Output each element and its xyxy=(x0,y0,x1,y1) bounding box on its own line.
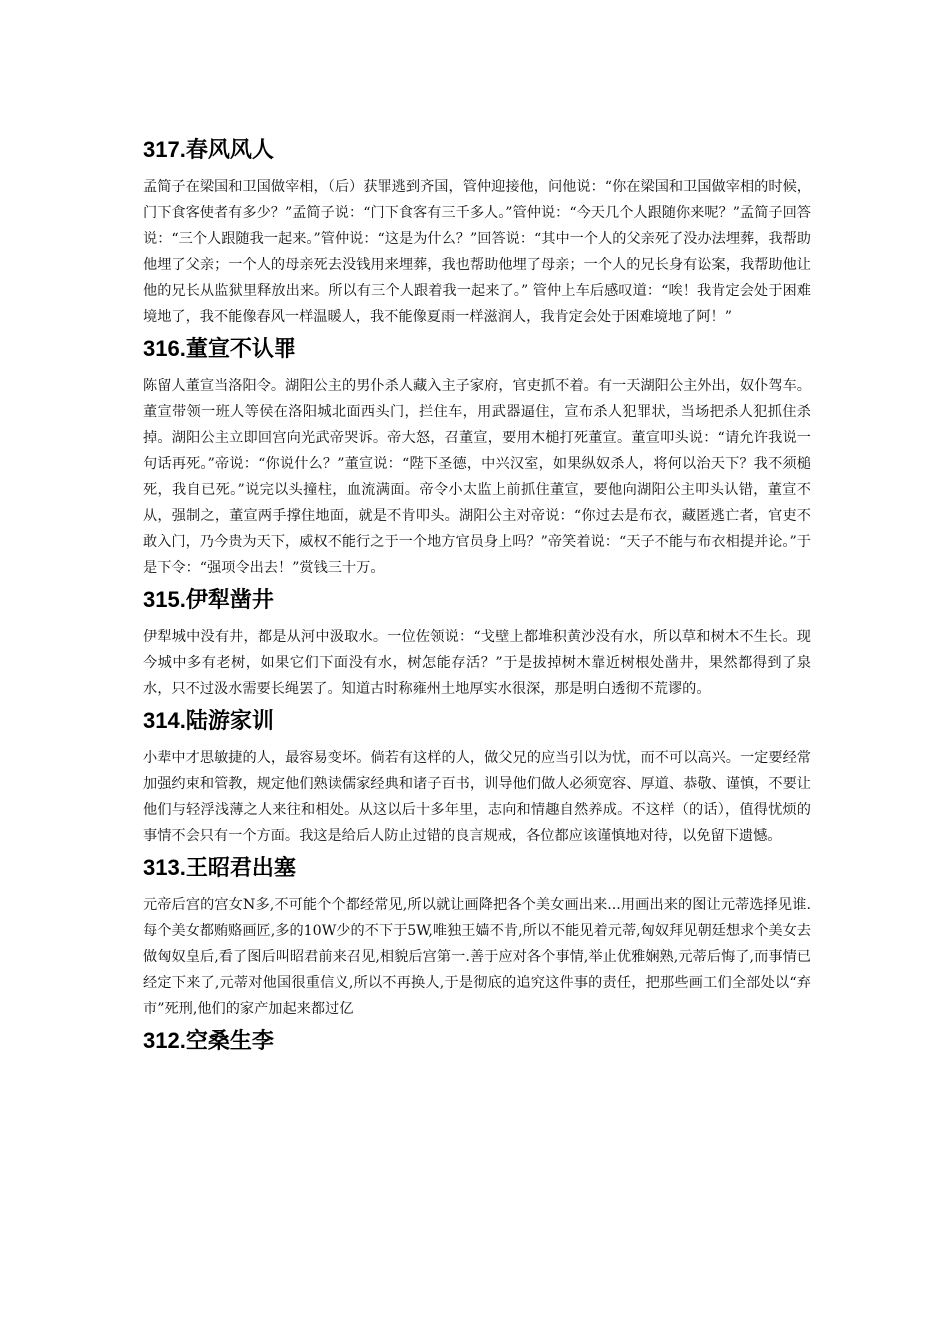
section-heading: 陆游家训 xyxy=(185,709,274,734)
section-number: 315. xyxy=(143,587,186,612)
section-315 xyxy=(143,583,811,702)
section-title xyxy=(143,583,811,618)
section-heading: 春风风人 xyxy=(185,138,274,163)
section-312 xyxy=(143,1024,811,1059)
section-313 xyxy=(143,851,811,1022)
section-316 xyxy=(143,332,811,581)
section-title xyxy=(143,1024,811,1059)
section-title xyxy=(143,851,811,886)
section-number: 314. xyxy=(143,708,186,733)
section-heading: 伊犁凿井 xyxy=(185,588,274,613)
section-title xyxy=(143,704,811,739)
section-number: 312. xyxy=(143,1028,186,1053)
section-paragraph: 元帝后宫的宫女N多,不可能个个都经常见,所以就让画降把各个美女画出来...用画出来的图让元蒂选择见谁.每个美女都贿赂画匠,多的10W少的不下于5W,唯独王嫱不肯,所以不能见着元蒂,匈奴拜见朝廷想求个美女去做匈奴皇后,看了图后叫昭君前来召见,相貌后宫第一.善于应对各个事情,举止优雅娴熟,元蒂后悔了,而事情已经定下来了,元蒂对他国很重信义,所以不再换人,于是彻底的追究这件事的责任，把那些画工们全部处以“弃市”死刑,他们的家产加起来都过亿 xyxy=(143,897,811,1017)
section-number: 317. xyxy=(143,137,186,162)
section-317 xyxy=(143,133,811,330)
section-heading: 王昭君出塞 xyxy=(185,856,296,881)
document-page xyxy=(143,133,811,1065)
section-paragraph: 孟简子在梁国和卫国做宰相，（后）获罪逃到齐国，管仲迎接他，问他说：“你在梁国和卫国做宰相的时候，门下食客使者有多少？”孟简子说：“门下食客有三千多人。”管仲说：“今天几个人跟随你来呢？”孟简子回答说：“三个人跟随我一起来。”管仲说：“这是为什么？”回答说：“其中一个人的父亲死了没办法埋葬，我帮助他埋了父亲；一个人的母亲死去没钱用来埋葬，我也帮助他埋了母亲；一个人的兄长身有讼案，我帮助他让他的兄长从监狱里释放出来。所以有三个人跟着我一起来了。” 管仲上车后感叹道：“唉！我肯定会处于困难境地了，我不能像春风一样温暖人，我不能像夏雨一样滋润人，我肯定会处于困难境地了阿！” xyxy=(143,179,811,325)
section-paragraph: 陈留人董宣当洛阳令。湖阳公主的男仆杀人藏入主子家府，官吏抓不着。有一天湖阳公主外出，奴仆驾车。董宣带领一班人等侯在洛阳城北面西头门，拦住车，用武器逼住，宣布杀人犯罪状，当场把杀人犯抓住杀掉。湖阳公主立即回宫向光武帝哭诉。帝大怒，召董宣，要用木槌打死董宣。董宣叩头说：“请允许我说一句话再死。”帝说：“你说什么？”董宣说：“陛下圣德，中兴汉室，如果纵奴杀人，将何以治天下？我不须槌死，我自已死。”说完以头撞柱，血流满面。帝令小太监上前抓住董宣，要他向湖阳公主叩头认错，董宣不从，强制之，董宣两手撑住地面，就是不肯叩头。湖阳公主对帝说：“你过去是布衣，藏匿逃亡者，官吏不敢入门，乃今贵为天下，威权不能行之于一个地方官员身上吗？”帝笑着说：“天子不能与布衣相提并论。”于是下令：“强项令出去！”赏钱三十万。 xyxy=(143,378,811,576)
section-heading: 董宣不认罪 xyxy=(185,337,296,362)
section-paragraph: 小辈中才思敏捷的人，最容易变坏。倘若有这样的人，做父兄的应当引以为忧，而不可以高兴。一定要经常加强约束和管教，规定他们熟读儒家经典和诸子百书，训导他们做人必须宽容、厚道、恭敬、谨慎，不要让他们与轻浮浅薄之人来往和相处。从这以后十多年里，志向和情趣自然养成。不这样（的话），值得忧烦的事情不会只有一个方面。我这是给后人防止过错的良言规戒，各位都应该谨慎地对待，以免留下遗憾。 xyxy=(143,750,811,844)
section-title xyxy=(143,332,811,367)
section-number: 316. xyxy=(143,336,186,361)
section-314 xyxy=(143,704,811,849)
section-heading: 空桑生李 xyxy=(185,1029,274,1054)
section-number: 313. xyxy=(143,855,186,880)
section-title xyxy=(143,133,811,168)
section-paragraph: 伊犁城中没有井，都是从河中汲取水。一位佐领说：“戈壁上都堆积黄沙没有水，所以草和树木不生长。现今城中多有老树，如果它们下面没有水，树怎能存活？”于是拔掉树木靠近树根处凿井，果然都得到了泉水，只不过汲水需要长绳罢了。知道古时称雍州土地厚实水很深，那是明白透彻不荒谬的。 xyxy=(143,629,811,697)
